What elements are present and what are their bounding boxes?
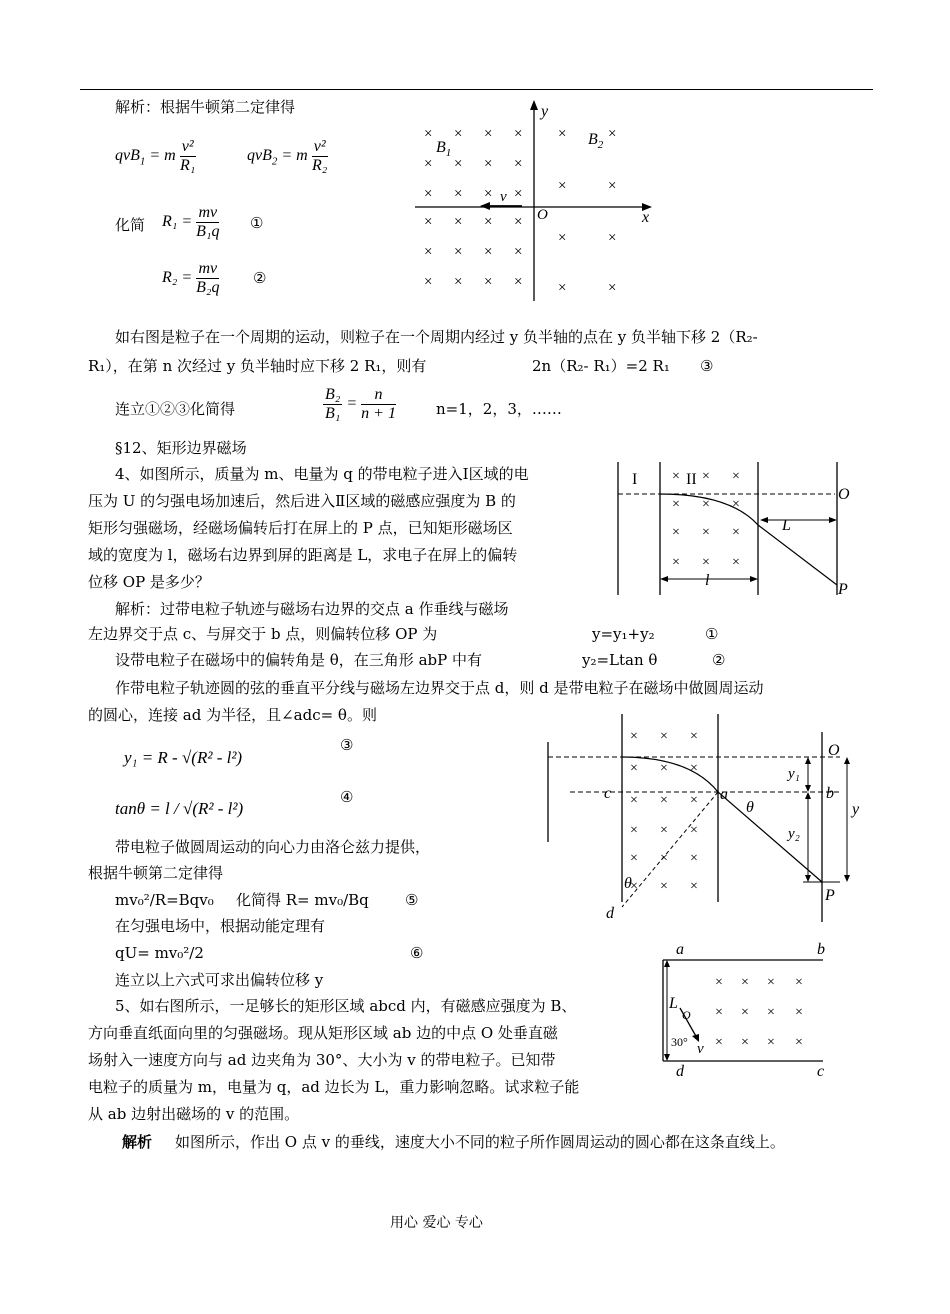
tag-s4: ④	[340, 788, 354, 806]
field-cross: ×	[660, 761, 668, 776]
field-cross: ×	[484, 126, 493, 142]
figure-magnetic-fields-b1-b2	[410, 96, 660, 306]
tag-s2: ②	[712, 651, 726, 669]
field-cross: ×	[484, 214, 493, 230]
field-cross: ×	[767, 1035, 775, 1050]
field-cross: ×	[690, 851, 698, 866]
field-cross: ×	[672, 469, 680, 484]
region-I-label: I	[632, 471, 638, 488]
field-cross: ×	[732, 555, 740, 570]
field-cross: ×	[630, 793, 638, 808]
field-cross: ×	[732, 469, 740, 484]
field-cross: ×	[702, 525, 710, 540]
field-cross: ×	[672, 555, 680, 570]
field-cross: ×	[454, 126, 463, 142]
field-cross: ×	[715, 1005, 723, 1020]
field-cross: ×	[558, 126, 567, 142]
field-cross: ×	[454, 214, 463, 230]
tag-s1: ①	[705, 625, 719, 643]
label-y2: y₂	[788, 826, 800, 842]
solution4-line1: 解析：过带电粒子轨迹与磁场右边界的交点 a 作垂线与磁场	[115, 600, 509, 618]
label-y: y	[852, 801, 860, 818]
problem5-line4: 电粒子的质量为 m，电量为 q，ad 边长为 L，重力影响忽略。试求粒子能	[88, 1078, 580, 1096]
equation-r1: R₁ = $\frac{mv}{\text{B₁q}}$	[162, 204, 220, 240]
label-d: d	[676, 1063, 684, 1080]
field-cross: ×	[608, 178, 617, 194]
label-O: O	[828, 742, 840, 759]
field-cross: ×	[608, 126, 617, 142]
equation-radius: 化简得 R= mv₀/Bq	[236, 891, 369, 909]
label-a: a	[720, 786, 728, 803]
problem5-line2: 方向垂直纸面向里的匀强磁场。现从矩形区域 ab 边的中点 O 处垂直磁	[88, 1024, 558, 1042]
field-cross: ×	[484, 156, 493, 172]
field-cross: ×	[672, 497, 680, 512]
header-rule	[80, 89, 873, 90]
solution4-line9: 连立以上六式可求出偏转位移 y	[115, 971, 324, 989]
label-30deg: 30°	[671, 1035, 688, 1049]
field-cross: ×	[514, 244, 523, 260]
equation-qvb1: qvB$_1$ = m $\frac{\text{v²}}{\text{R₁}}$	[115, 138, 196, 174]
field-cross: ×	[514, 126, 523, 142]
equation-qvb2: qvB$_2$ = m $\frac{\text{v²}}{\text{R₂}}$	[247, 138, 328, 174]
field-cross: ×	[424, 214, 433, 230]
b2-label: $B_2$	[588, 131, 604, 151]
region-II-label: II	[686, 471, 697, 488]
screen-o-label: O	[838, 486, 850, 503]
equation-y-sum: y=y₁+y₂	[592, 625, 655, 643]
field-cross: ×	[702, 469, 710, 484]
solution4-line2: 左边界交于点 c、与屏交于 b 点，则偏转位移 OP 为	[88, 625, 438, 643]
field-cross: ×	[454, 186, 463, 202]
solution4-line4: 作带电粒子轨迹圆的弦的垂直平分线与磁场左边界交于点 d，则 d 是带电粒子在磁场中做圆周运动	[115, 679, 764, 697]
field-cross: ×	[660, 851, 668, 866]
label-L: L	[669, 995, 678, 1012]
field-cross: ×	[690, 823, 698, 838]
field-cross: ×	[608, 230, 617, 246]
field-cross: ×	[767, 1005, 775, 1020]
field-cross: ×	[672, 525, 680, 540]
field-cross: ×	[690, 793, 698, 808]
velocity-label: v	[500, 189, 507, 205]
field-cross: ×	[660, 823, 668, 838]
field-cross: ×	[514, 274, 523, 290]
field-cross: ×	[424, 156, 433, 172]
y-axis-label: y	[541, 103, 549, 120]
field-cross: ×	[514, 156, 523, 172]
equation-b-ratio: $\frac{\text{B₂}}{\text{B₁}}$ = $\frac{n}{n + 1}$	[325, 386, 396, 422]
width-l-label: l	[705, 572, 710, 589]
problem4-line2: 压为 U 的匀强电场加速后，然后进入Ⅱ区域的磁感应强度为 B 的	[88, 492, 516, 510]
field-cross: ×	[767, 975, 775, 990]
tag-s6: ⑥	[410, 944, 424, 962]
field-cross: ×	[558, 178, 567, 194]
problem5-line3: 场射入一速度方向与 ad 边夹角为 30°、大小为 v 的带电粒子。已知带	[88, 1051, 556, 1069]
field-cross: ×	[424, 274, 433, 290]
field-cross: ×	[715, 1035, 723, 1050]
field-cross: ×	[630, 879, 638, 894]
field-cross: ×	[630, 761, 638, 776]
label-y1: y₁	[788, 766, 800, 782]
solution5-label: 解析	[122, 1133, 153, 1151]
field-cross: ×	[558, 230, 567, 246]
field-cross: ×	[660, 793, 668, 808]
origin-label: O	[537, 207, 548, 223]
figure-deflection-geometry	[540, 712, 870, 927]
field-cross: ×	[732, 525, 740, 540]
tag-s5: ⑤	[405, 891, 419, 909]
figure-rectangular-field	[610, 460, 870, 600]
field-cross: ×	[660, 879, 668, 894]
problem5-line1: 5、如右图所示，一足够长的矩形区域 abcd 内，有磁感应强度为 B、	[115, 997, 577, 1015]
equation-y2: y₂=Ltan θ	[582, 651, 658, 669]
field-cross: ×	[630, 851, 638, 866]
field-cross: ×	[741, 1035, 749, 1050]
solution4-line6: 带电粒子做圆周运动的向心力由洛仑兹力提供，	[115, 838, 431, 856]
label-theta-d: θ	[624, 875, 632, 892]
field-cross: ×	[484, 274, 493, 290]
field-cross: ×	[424, 244, 433, 260]
field-cross: ×	[484, 244, 493, 260]
field-cross: ×	[630, 729, 638, 744]
solution5-text: 如图所示，作出 O 点 v 的垂线，速度大小不同的粒子所作圆周运动的圆心都在这条直线上。	[175, 1133, 785, 1151]
tag-3: ③	[700, 357, 714, 375]
equation-y1: y₁ = R - √(R² - l²)	[124, 748, 243, 767]
point-P-label: P	[838, 581, 848, 598]
label-v: v	[697, 1041, 704, 1057]
field-cross: ×	[454, 274, 463, 290]
particle-trajectory	[660, 494, 837, 585]
field-cross: ×	[690, 729, 698, 744]
field-cross: ×	[690, 879, 698, 894]
label-c: c	[817, 1063, 825, 1080]
equation-r2: R₂ = $\frac{mv}{\text{B₂q}}$	[162, 260, 220, 296]
solution4-line7: 根据牛顿第二定律得	[88, 864, 224, 882]
solution4-line8: 在匀强电场中，根据动能定理有	[115, 917, 326, 935]
solution4-line5: 的圆心，连接 ad 为半径，且∠adc= θ。则	[88, 706, 377, 724]
label-a: a	[676, 941, 684, 958]
b1-label: $B_1$	[436, 139, 452, 159]
combine-label: 连立①②③化简得	[115, 400, 236, 418]
solution-intro: 解析：根据牛顿第二定律得	[115, 98, 296, 116]
field-cross: ×	[795, 1005, 803, 1020]
x-axis-label: x	[642, 209, 650, 226]
paragraph-period-motion-1: 如右图是粒子在一个周期的运动，则粒子在一个周期内经过 y 负半轴的点在 y 负半轴下移 2（R₂-	[115, 328, 758, 346]
tag-1: ①	[250, 214, 264, 232]
footer-text: 用心 爱心 专心	[390, 1215, 483, 1231]
tag-s3: ③	[340, 736, 354, 754]
paragraph-period-motion-2: R₁），在第 n 次经过 y 负半轴时应下移 2 R₁，则有	[88, 357, 427, 375]
field-cross: ×	[558, 280, 567, 296]
label-theta-a: θ	[746, 799, 754, 816]
problem4-line5: 位移 OP 是多少？	[88, 573, 210, 591]
label-c: c	[604, 785, 612, 802]
field-cross: ×	[484, 186, 493, 202]
field-cross: ×	[702, 555, 710, 570]
figure-abcd-field	[645, 938, 845, 1080]
equation-lorentz: mv₀²/R=Bqv₀	[115, 891, 214, 909]
field-cross: ×	[741, 975, 749, 990]
field-cross: ×	[424, 126, 433, 142]
label-O: O	[682, 1008, 691, 1022]
field-cross: ×	[715, 975, 723, 990]
field-cross: ×	[732, 497, 740, 512]
label-b: b	[817, 941, 825, 958]
n-range: n=1，2，3，……	[436, 400, 562, 418]
field-cross: ×	[514, 186, 523, 202]
field-cross: ×	[454, 244, 463, 260]
field-cross: ×	[795, 975, 803, 990]
problem5-line5: 从 ab 边射出磁场的 v 的范围。	[88, 1105, 300, 1123]
field-cross: ×	[424, 186, 433, 202]
tag-2: ②	[253, 269, 267, 287]
y-axis-arrow	[530, 100, 538, 110]
label-d: d	[606, 905, 614, 922]
problem4-line3: 矩形匀强磁场，经磁场偏转后打在屏上的 P 点，已知矩形磁场区	[88, 519, 513, 537]
field-cross: ×	[660, 729, 668, 744]
label-P: P	[825, 887, 835, 904]
field-cross: ×	[690, 761, 698, 776]
field-cross: ×	[741, 1005, 749, 1020]
label-b: b	[826, 785, 834, 802]
solution4-line3: 设带电粒子在磁场中的偏转角是 θ，在三角形 abP 中有	[115, 651, 482, 669]
equation-shift: 2n（R₂- R₁）=2 R₁	[532, 357, 670, 375]
field-cross: ×	[454, 156, 463, 172]
equation-tan-theta: tanθ = l / √(R² - l²)	[115, 799, 244, 818]
field-crosses	[424, 126, 616, 296]
field-cross: ×	[795, 1035, 803, 1050]
field-cross: ×	[702, 497, 710, 512]
field-cross: ×	[608, 280, 617, 296]
section-heading: §12、矩形边界磁场	[115, 439, 247, 457]
equation-energy: qU= mv₀²/2	[115, 944, 204, 962]
distance-L-label: L	[782, 517, 791, 534]
problem4-line1: 4、如图所示，质量为 m、电量为 q 的带电粒子进入Ⅰ区域的电	[115, 465, 529, 483]
problem4-line4: 域的宽度为 l，磁场右边界到屏的距离是 L，求电子在屏上的偏转	[88, 546, 518, 564]
simplify-label: 化简	[115, 216, 146, 234]
field-cross: ×	[630, 823, 638, 838]
field-cross: ×	[514, 214, 523, 230]
